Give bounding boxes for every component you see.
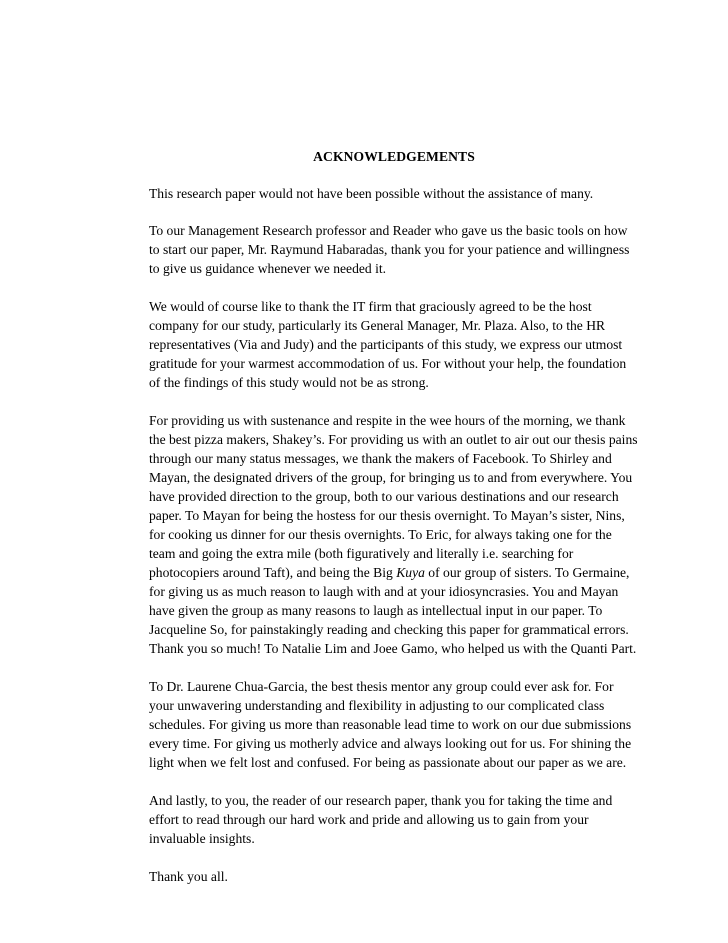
page-title: ACKNOWLEDGEMENTS — [313, 149, 475, 164]
paragraph-professor: To our Management Research professor and Reader who gave us the basic tools on how to start our paper, Mr. Raymund Habaradas, thank you for your patience and willingness to give us guidance whenever we needed it. — [149, 223, 630, 276]
document-body — [149, 147, 639, 905]
paragraph-closing: Thank you all. — [149, 869, 228, 884]
paragraph-friends — [149, 411, 639, 658]
paragraph-reader: And lastly, to you, the reader of our research paper, thank you for taking the time and effort to read through our hard work and pride and allowing us to gain from your invaluable insights. — [149, 793, 613, 846]
paragraph-mentor: To Dr. Laurene Chua-Garcia, the best thesis mentor any group could ever ask for. For your unwavering understanding and flexibility in adjusting to our complicated class schedules. For giving us more than reasonable lead time to work on our due submissions every time. For giving us motherly advice and always looking out for us. For shining the light when we felt lost and confused. For being as passionate about our paper as we are. — [149, 679, 632, 770]
paragraph-friends-text-2: of our group of sisters. To Germaine, for giving us as much reason to laugh with and at your idiosyncrasies. You and Mayan have given the group as many reasons to laugh as intellectual input in our paper. To Jacqueline So, for painstakingly reading and checking this paper for grammatical errors. Thank you so much! To Natalie Lim and Joee Gamo, who helped us with the Quanti Part. — [149, 565, 637, 656]
paragraph-host-company: We would of course like to thank the IT firm that graciously agreed to be the host company for our study, particularly its General Manager, Mr. Plaza. Also, to the HR representatives (Via and Judy) and the participants of this study, we express our utmost gratitude for your warmest accommodation of us. For without your help, the foundation of the findings of this study would not be as strong. — [149, 299, 627, 390]
paragraph-intro: This research paper would not have been possible without the assistance of many. — [149, 186, 594, 201]
paragraph-friends-italic: Kuya — [396, 565, 425, 580]
paragraph-friends-text-1: For providing us with sustenance and respite in the wee hours of the morning, we thank the best pizza makers, Shakey’s. For providing us with an outlet to air out our thesis pains through our many status messages, we thank the makers of Facebook. To Shirley and Mayan, the designated drivers of the group, for bringing us to and from everywhere. You have provided direction to the group, both to our various destinations and our research paper. To Mayan for being the hostess for our thesis overnight. To Mayan’s sister, Nins, for cooking us dinner for our thesis overnights. To Eric, for always taking one for the team and going the extra mile (both figuratively and literally i.e. searching for photocopiers around Taft), and being the Big — [149, 413, 638, 580]
